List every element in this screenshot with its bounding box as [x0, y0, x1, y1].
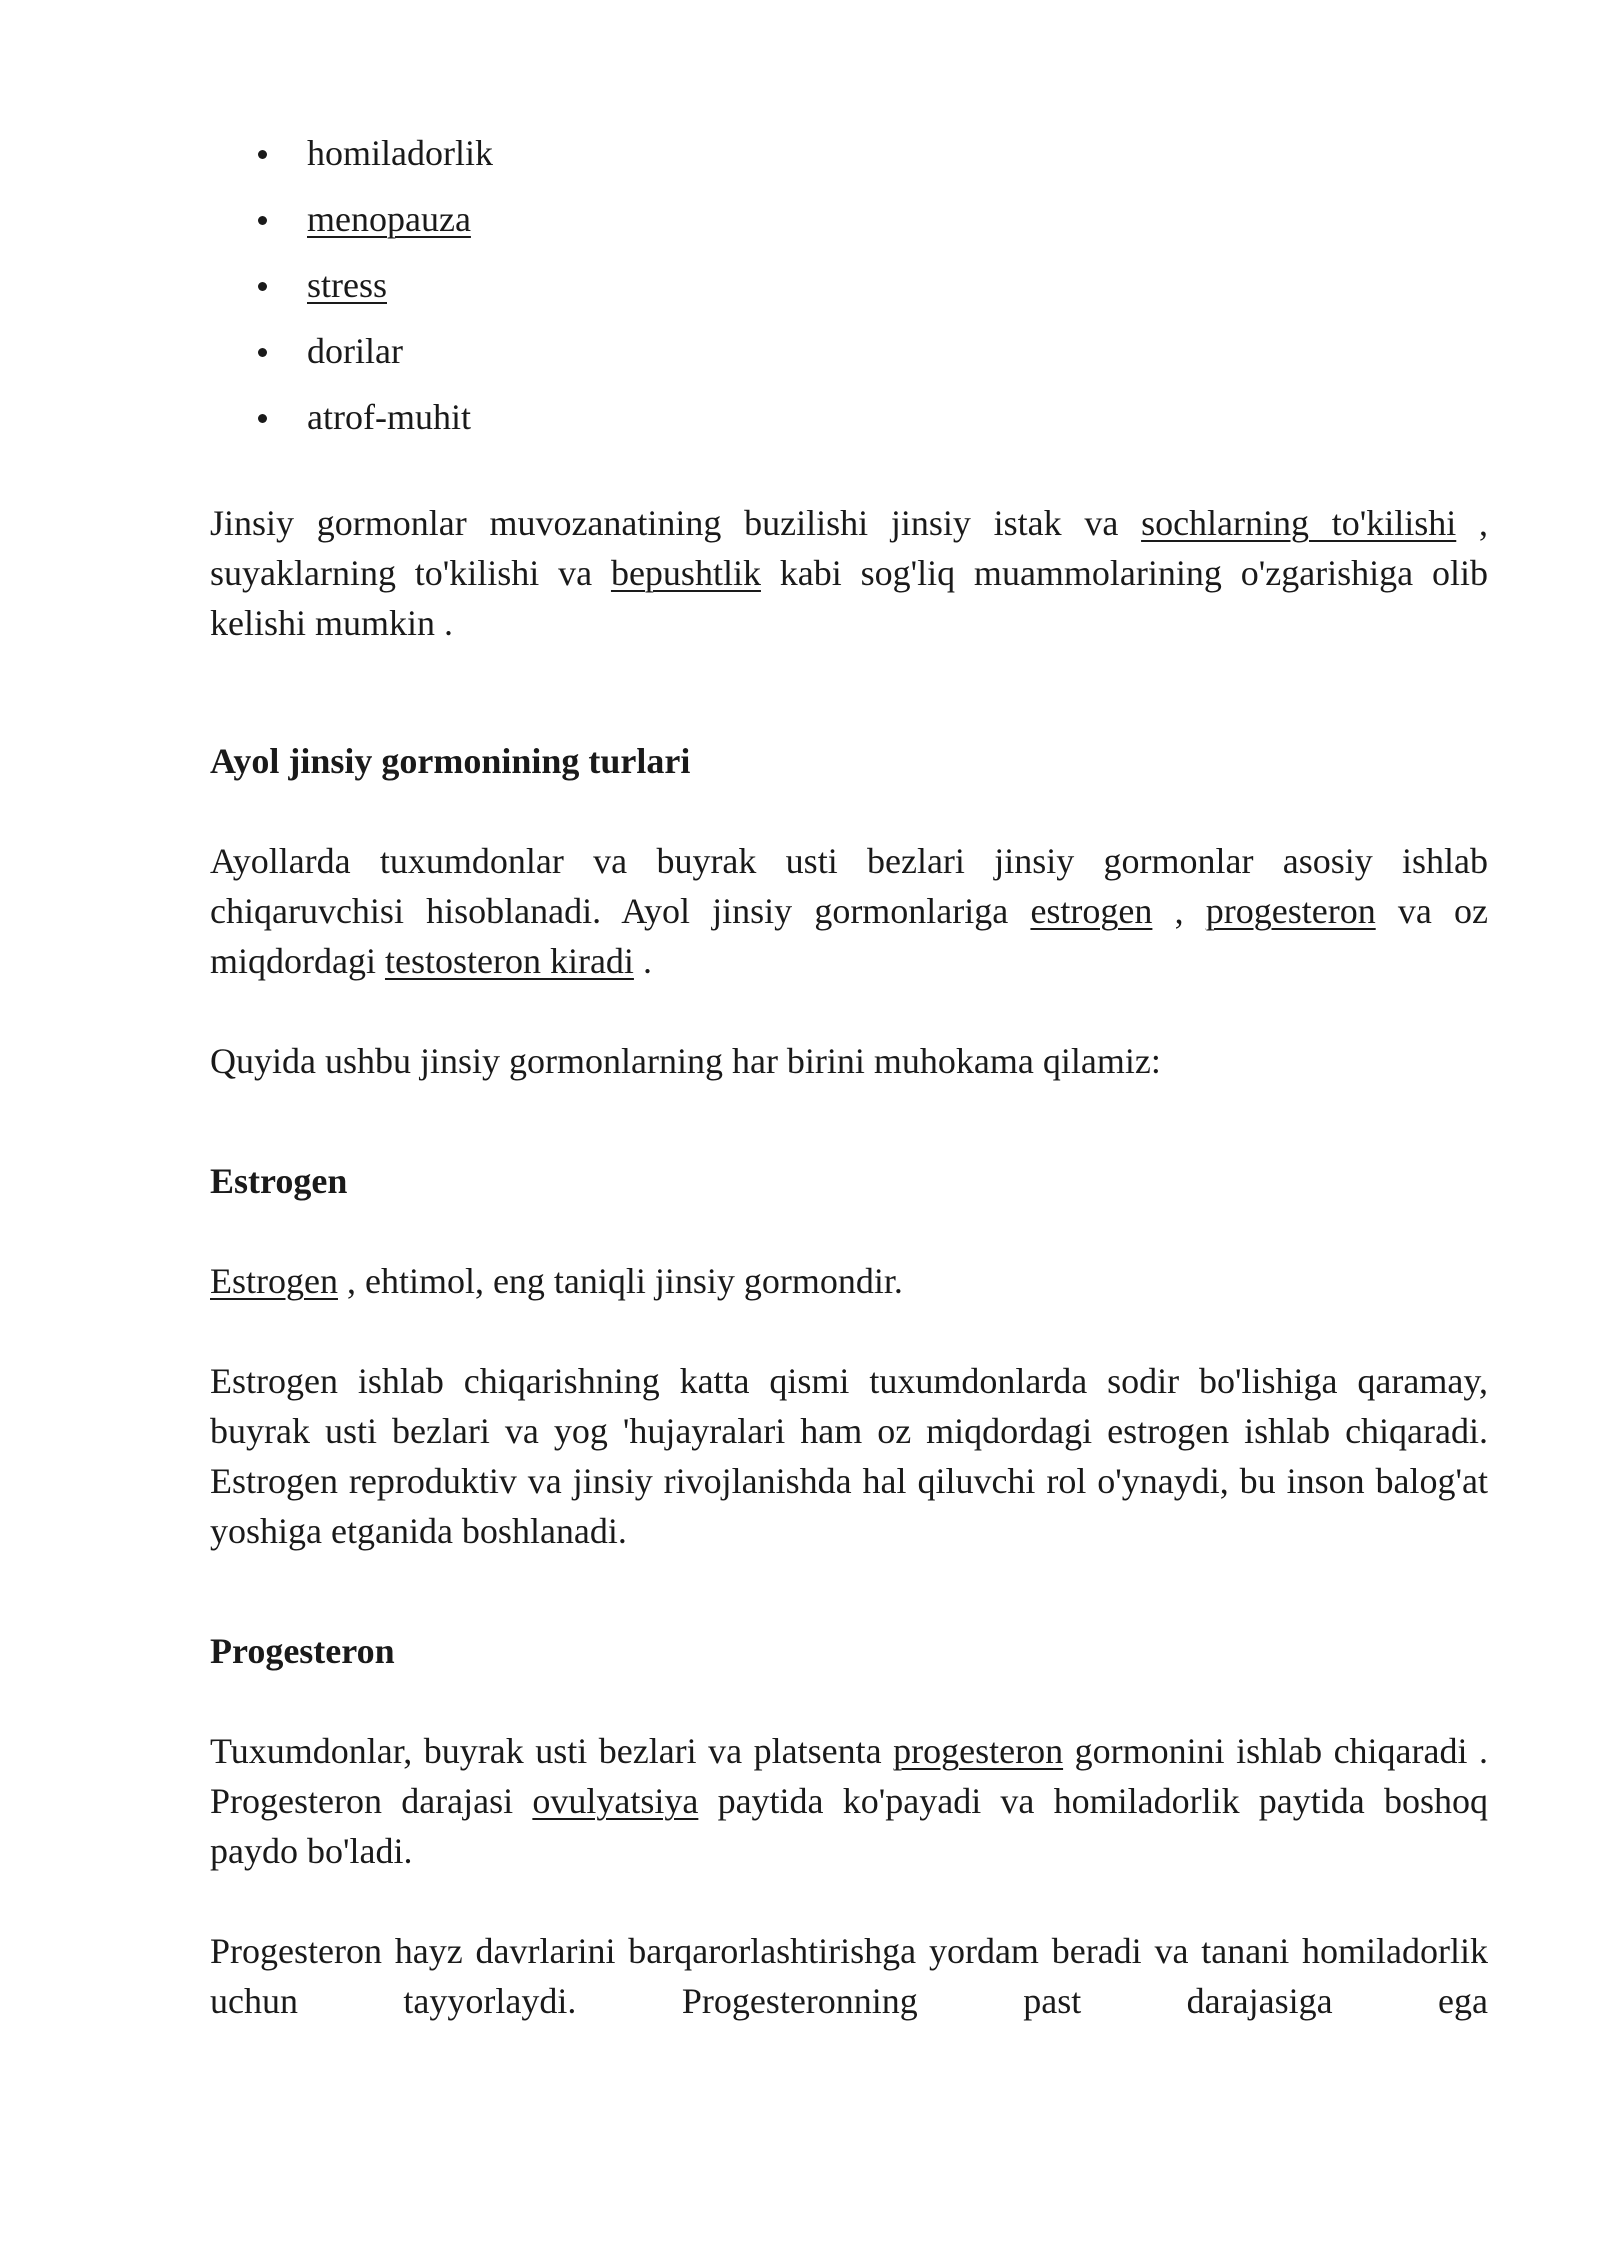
link-estrogen[interactable]: estrogen — [1030, 891, 1153, 931]
paragraph-text: va oz miqdordagi — [210, 891, 1489, 981]
link-stress[interactable]: stress — [307, 265, 387, 305]
document-page — [210, 128, 1488, 2026]
list-item — [210, 392, 1488, 458]
paragraph-text: . — [633, 941, 652, 981]
section-heading-progesteron: Progesteron — [210, 1631, 395, 1671]
paragraph-imbalance — [210, 498, 1488, 648]
bullet-icon — [258, 150, 267, 159]
paragraph-text: , — [1152, 891, 1206, 931]
paragraph-text: Ayollarda tuxumdonlar va buyrak usti bezlari jinsiy gormonlar asosiy ishlab chiqaruvchisi hisoblanadi. Ayol jinsiy gormonlariga — [210, 841, 1488, 931]
link-estrogen-main[interactable]: Estrogen — [210, 1261, 338, 1301]
section-heading-types: Ayol jinsiy gormonining turlari — [210, 741, 691, 781]
paragraph-producers — [210, 836, 1488, 986]
bullet-icon — [258, 216, 267, 225]
link-progesteron-main[interactable]: progesteron — [893, 1731, 1064, 1771]
paragraph-text: gormonini ishlab chiqaradi . Progesteron darajasi — [210, 1731, 1489, 1821]
paragraph-intro: Quyida ushbu jinsiy gormonlarning har birini muhokama qilamiz: — [210, 1041, 1161, 1081]
bullet-icon — [258, 348, 267, 357]
paragraph-text: paytida ko'payadi va homiladorlik paytida boshoq paydo bo'ladi. — [210, 1781, 1488, 1871]
paragraph-text: Jinsiy gormonlar muvozanatining buzilishi jinsiy istak va — [210, 503, 1142, 543]
list-item — [210, 128, 1488, 194]
paragraph-text: , ehtimol, eng taniqli jinsiy gormondir. — [337, 1261, 903, 1301]
paragraph-estrogen-detail: Estrogen ishlab chiqarishning katta qismi tuxumdonlarda sodir bo'lishiga qaramay, buyrak usti bezlari va yog 'hujayralari ham oz miqdordagi estrogen ishlab chiqaradi. Estrogen reproduktiv va jinsiy rivojlanishda hal qiluvchi rol o'ynaydi, bu inson balog'at yoshiga etganida boshlanadi. — [210, 1361, 1488, 1551]
link-progesteron[interactable]: progesteron — [1205, 891, 1376, 931]
link-bepushtlik[interactable]: bepushtlik — [610, 553, 761, 593]
paragraph-text: Tuxumdonlar, buyrak usti bezlari va platsenta — [210, 1731, 894, 1771]
link-sochlarning-tokilishi[interactable]: sochlarning to'kilishi — [1141, 503, 1457, 543]
paragraph-progesteron-intro — [210, 1726, 1488, 1876]
paragraph-estrogen-intro — [210, 1256, 1488, 1306]
paragraph-text: , suyaklarning to'kilishi va — [210, 503, 1488, 593]
list-item — [210, 260, 1488, 326]
link-menopauza[interactable]: menopauza — [307, 199, 471, 239]
paragraph-progesteron-detail: Progesteron hayz davrlarini barqarorlashtirishga yordam beradi va tanani homiladorlik uchun tayyorlaydi. Progesteronning past darajasiga ega — [210, 1931, 1488, 2021]
list-item — [210, 194, 1488, 260]
link-ovulyatsiya[interactable]: ovulyatsiya — [532, 1781, 699, 1821]
bullet-icon — [258, 282, 267, 291]
list-item-text: atrof-muhit — [307, 397, 471, 437]
section-heading-estrogen: Estrogen — [210, 1161, 348, 1201]
cause-list — [210, 128, 1488, 458]
list-item-text: dorilar — [307, 331, 403, 371]
bullet-icon — [258, 414, 267, 423]
list-item-text: homiladorlik — [307, 133, 493, 173]
list-item — [210, 326, 1488, 392]
paragraph-text: kabi sog'liq muammolarining o'zgarishiga olib kelishi mumkin . — [210, 553, 1488, 643]
link-testosteron[interactable]: testosteron kiradi — [384, 941, 634, 981]
